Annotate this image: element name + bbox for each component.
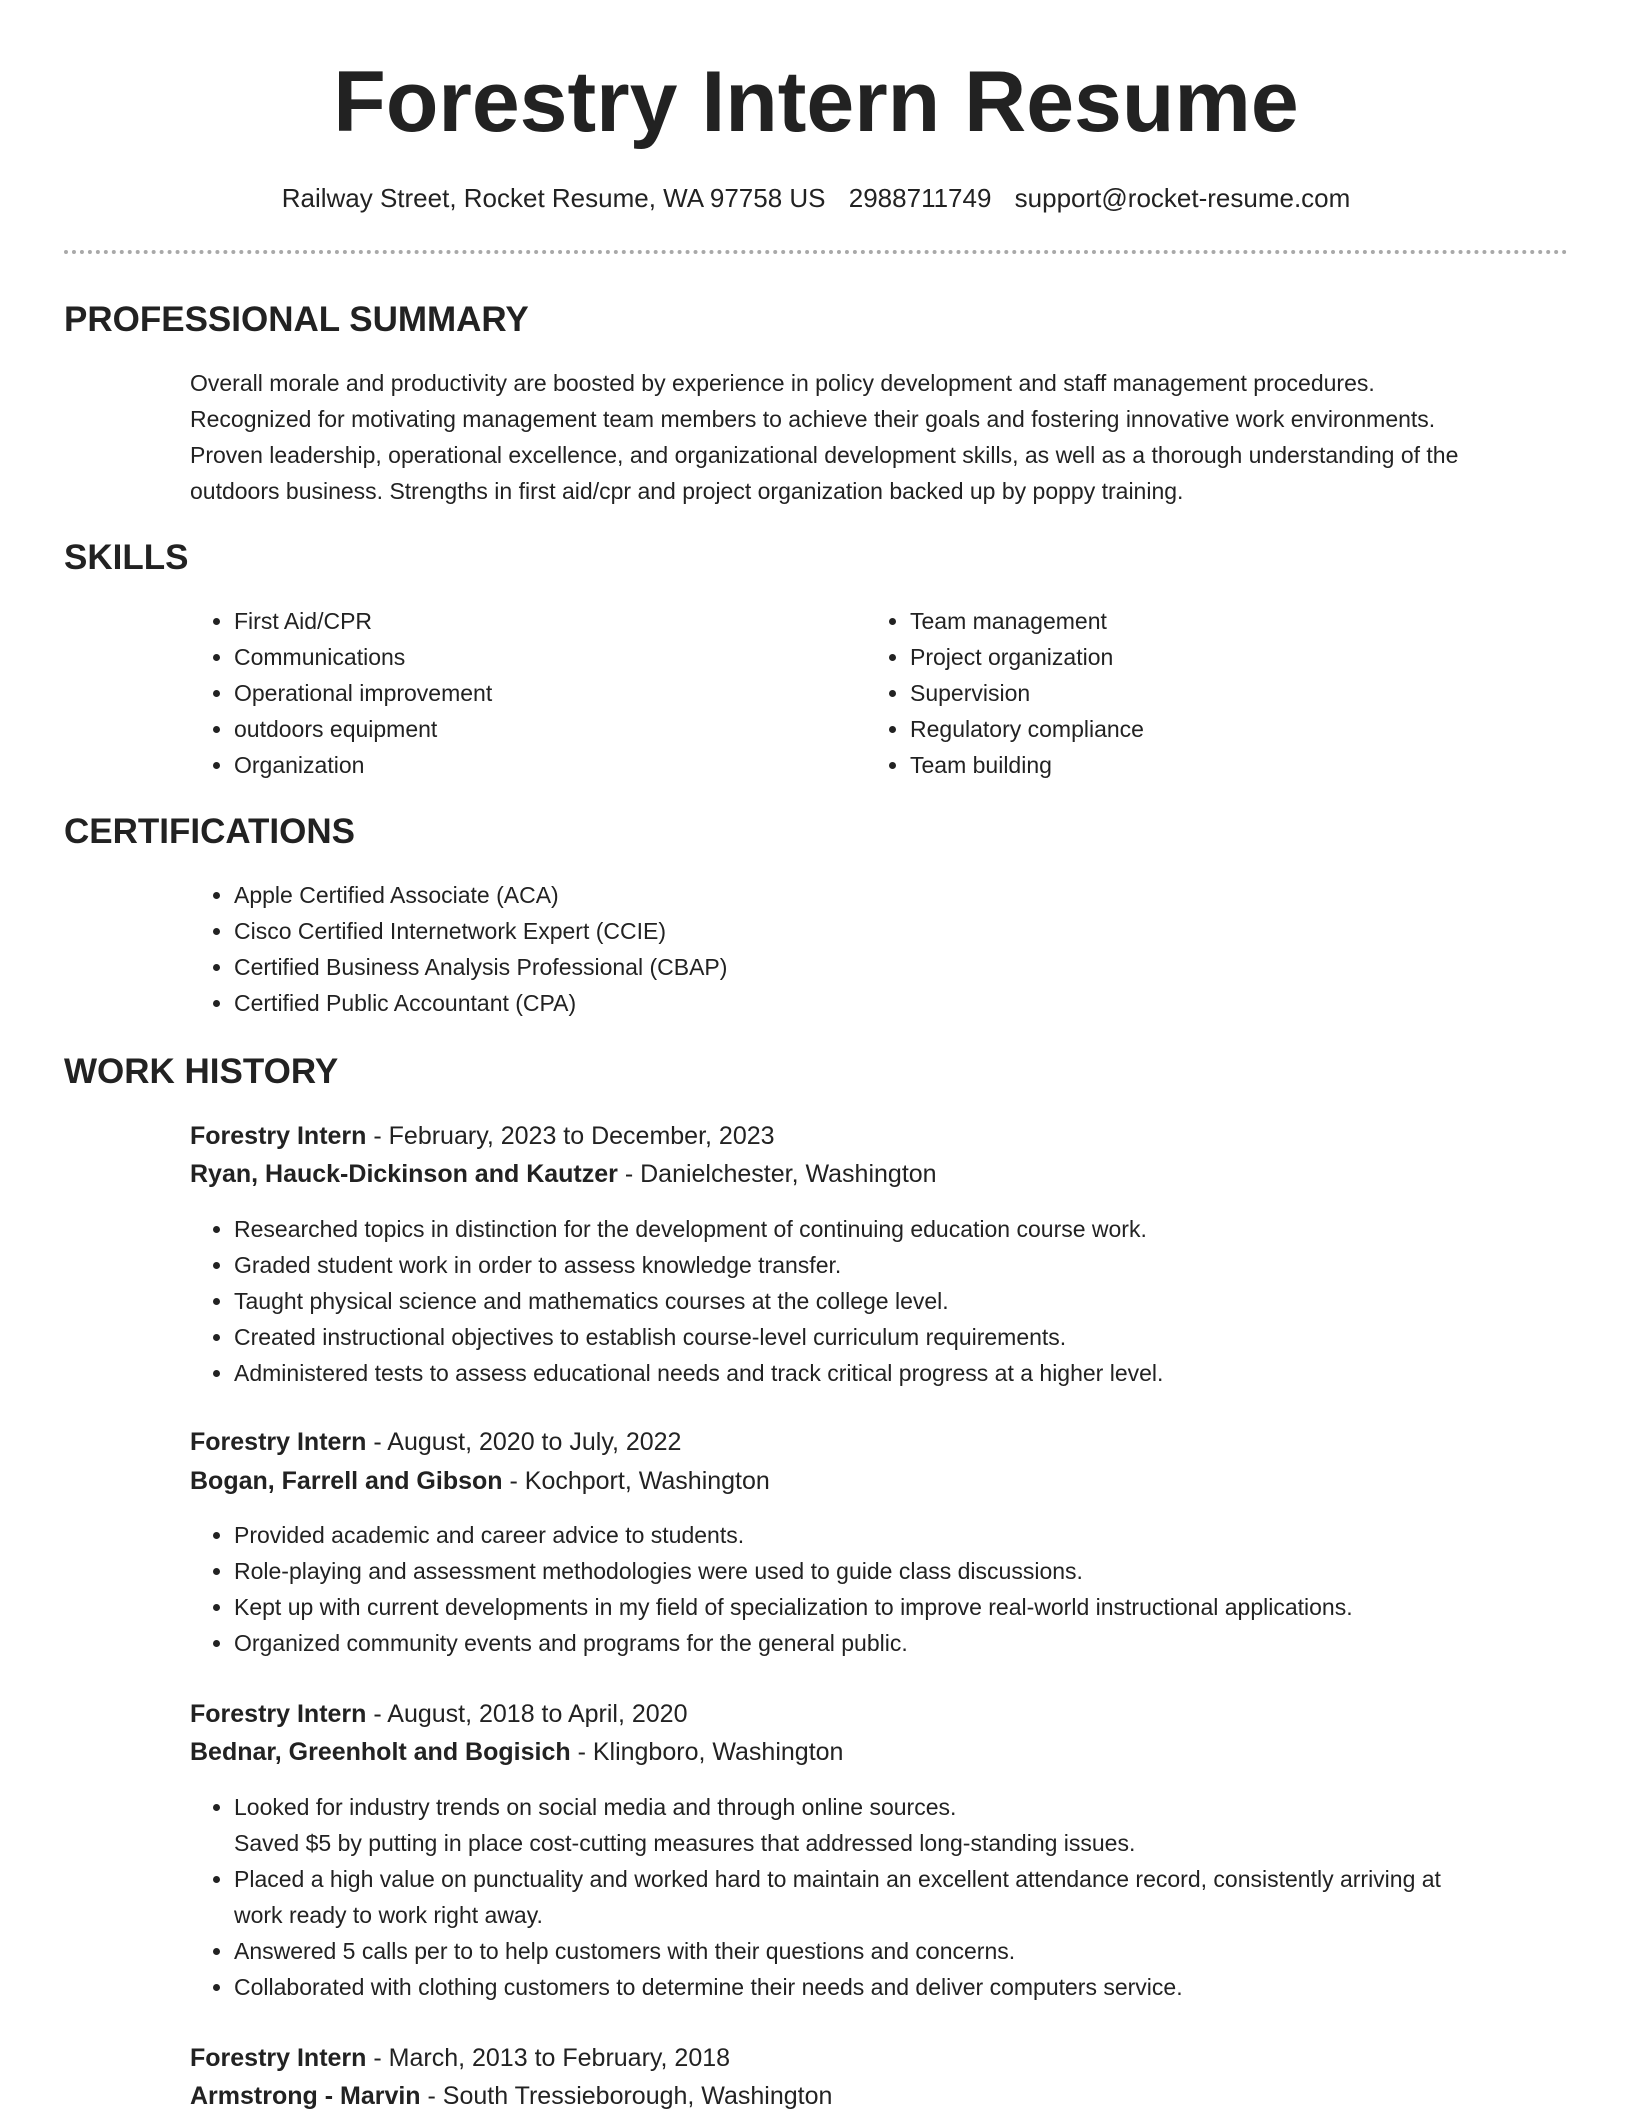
section-heading-certifications: CERTIFICATIONS	[64, 812, 356, 851]
skills-list-left	[190, 603, 834, 783]
job-title: Forestry Intern	[190, 1428, 367, 1456]
contact-phone: 2988711749	[848, 183, 992, 213]
job-company-line	[190, 2078, 832, 2114]
section-heading-skills: SKILLS	[64, 538, 189, 577]
list-item: • Graded student work in order to assess knowledge transfer.	[234, 1247, 1614, 1283]
summary-line: Overall morale and productivity are boosted by experience in policy development and staff management procedures.	[190, 370, 1375, 396]
contact-line	[0, 180, 1632, 216]
section-heading-summary: PROFESSIONAL SUMMARY	[64, 300, 529, 339]
list-item: • Collaborated with clothing customers to determine their needs and deliver computers service.	[234, 1969, 1614, 2005]
contact-address: Railway Street, Rocket Resume, WA 97758 US	[281, 183, 826, 213]
list-item: Saved $5 by putting in place cost-cutting measures that addressed long-standing issues.	[234, 1830, 1136, 1856]
list-item: • Provided academic and career advice to students.	[234, 1517, 1614, 1553]
job-title: Forestry Intern	[190, 2044, 367, 2072]
job-location: - Danielchester, Washington	[617, 1160, 937, 1188]
job-location: - Klingboro, Washington	[570, 1738, 844, 1766]
contact-email: support@rocket-resume.com	[1014, 183, 1351, 213]
certifications-list	[190, 877, 1534, 1021]
job-title: Forestry Intern	[190, 1122, 367, 1150]
list-item: • Kept up with current developments in my field of specialization to improve real-world instructional applications.	[234, 1589, 1614, 1625]
list-item: • Certified Business Analysis Professional (CBAP)	[234, 949, 1534, 985]
section-heading-work-history: WORK HISTORY	[64, 1052, 339, 1091]
list-item: • Researched topics in distinction for the development of continuing education course work.	[234, 1211, 1614, 1247]
job-company: Bogan, Farrell and Gibson	[190, 1467, 503, 1495]
list-item: • Role-playing and assessment methodologies were used to guide class discussions.	[234, 1553, 1614, 1589]
list-item: • Taught physical science and mathematics courses at the college level.	[234, 1283, 1614, 1319]
job-dates: - August, 2020 to July, 2022	[366, 1428, 682, 1456]
list-item: • Operational improvement	[234, 675, 834, 711]
skills-list-right	[866, 603, 1510, 783]
job-bullets	[190, 1517, 1614, 1661]
job-dates: - February, 2023 to December, 2023	[366, 1122, 775, 1150]
list-item: • Answered 5 calls per to to help customers with their questions and concerns.	[234, 1933, 1614, 1969]
job-bullets	[190, 1211, 1614, 1391]
job-title-line	[190, 2040, 730, 2076]
list-item: • Looked for industry trends on social media and through online sources.	[234, 1789, 1614, 1825]
header-divider	[64, 250, 1568, 254]
list-item: • Supervision	[910, 675, 1510, 711]
list-item: • Cisco Certified Internetwork Expert (CCIE)	[234, 913, 1534, 949]
job-location: - South Tressieborough, Washington	[420, 2082, 833, 2110]
list-item: • Placed a high value on punctuality and worked hard to maintain an excellent attendance record, consistently arriving at	[234, 1861, 1614, 1897]
summary-line: Recognized for motivating management team members to achieve their goals and fostering innovative work environments.	[190, 406, 1436, 432]
list-item: work ready to work right away.	[234, 1902, 543, 1928]
list-item: • Regulatory compliance	[910, 711, 1510, 747]
list-item: • Team management	[910, 603, 1510, 639]
summary-paragraph	[190, 365, 1570, 509]
job-company-line	[190, 1734, 843, 1770]
list-item: • Certified Public Accountant (CPA)	[234, 985, 1534, 1021]
job-title-line	[190, 1424, 681, 1460]
job-dates: - August, 2018 to April, 2020	[366, 1700, 688, 1728]
list-item: • outdoors equipment	[234, 711, 834, 747]
job-title: Forestry Intern	[190, 1700, 367, 1728]
list-item: • Team building	[910, 747, 1510, 783]
list-item: • Organization	[234, 747, 834, 783]
job-bullets	[190, 1789, 1614, 2005]
job-company-line	[190, 1156, 937, 1192]
job-location: - Kochport, Washington	[502, 1467, 770, 1495]
list-item: • Apple Certified Associate (ACA)	[234, 877, 1534, 913]
job-dates: - March, 2013 to February, 2018	[366, 2044, 731, 2072]
list-item: • Created instructional objectives to establish course-level curriculum requirements.	[234, 1319, 1614, 1355]
list-item: • Organized community events and programs for the general public.	[234, 1625, 1614, 1661]
job-title-line	[190, 1696, 688, 1732]
job-company: Ryan, Hauck-Dickinson and Kautzer	[190, 1160, 618, 1188]
page-title: Forestry Intern Resume	[333, 54, 1299, 150]
list-item: • Project organization	[910, 639, 1510, 675]
list-item: • Administered tests to assess educational needs and track critical progress at a higher level.	[234, 1355, 1614, 1391]
job-company: Bednar, Greenholt and Bogisich	[190, 1738, 571, 1766]
job-company-line	[190, 1463, 770, 1499]
list-item: • First Aid/CPR	[234, 603, 834, 639]
list-item: • Communications	[234, 639, 834, 675]
job-company: Armstrong - Marvin	[190, 2082, 421, 2110]
job-title-line	[190, 1118, 775, 1154]
summary-line: outdoors business. Strengths in first aid/cpr and project organization backed up by poppy training.	[190, 478, 1184, 504]
summary-line: Proven leadership, operational excellence, and organizational development skills, as well as a thorough understanding of the	[190, 442, 1459, 468]
